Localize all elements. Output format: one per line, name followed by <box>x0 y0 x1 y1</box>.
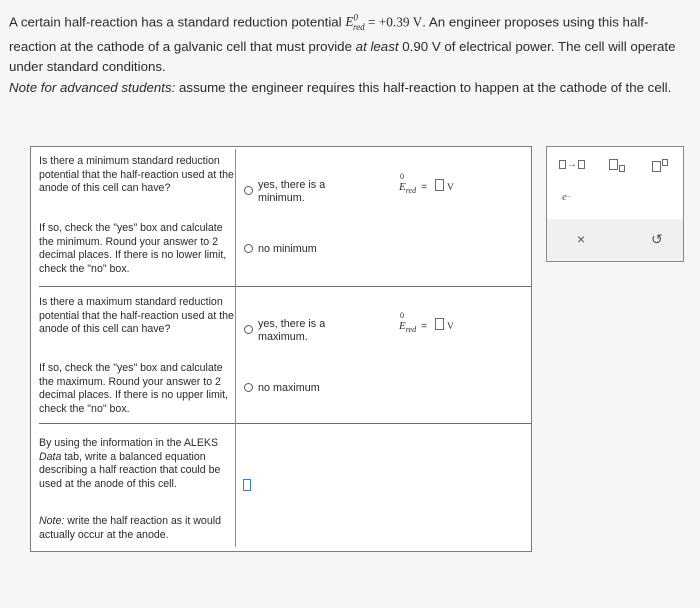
equation-answer-box[interactable] <box>243 479 251 491</box>
note-text: assume the engineer requires this half-reaction to happen at the cathode of the cell. <box>175 80 672 95</box>
minimum-no-radio[interactable] <box>244 244 253 253</box>
equation-row <box>39 423 531 547</box>
minimum-instructions: If so, check the "yes" box and calculate the minimum. Round your answer to 2 decimal places. If there is no lower limit, check the "no" box. <box>39 222 227 275</box>
minimum-question: Is there a minimum standard reduction potential that the half-reaction used at the anode of this cell can have? <box>39 155 234 194</box>
maximum-yes-option[interactable] <box>244 318 342 344</box>
tools-panel <box>546 146 684 262</box>
minimum-no-label: no minimum <box>258 243 317 255</box>
subscript-button[interactable] <box>609 157 625 172</box>
note-lead: Note for advanced students: <box>9 80 176 95</box>
reaction-arrow-button[interactable] <box>559 159 585 170</box>
advanced-note <box>9 78 691 98</box>
close-icon[interactable]: × <box>577 231 586 247</box>
minimum-yes-label: yes, there is a minimum. <box>258 179 326 204</box>
problem-statement <box>9 8 691 77</box>
maximum-no-option[interactable] <box>244 382 320 395</box>
maximum-value-box[interactable] <box>435 318 444 330</box>
minimum-yes-radio[interactable] <box>244 186 253 195</box>
maximum-ered-input: E 0 $_{red}$ = V <box>399 311 454 334</box>
maximum-question: Is there a maximum standard reduction potential that the half-reaction used at the anode of this cell can have? <box>39 296 234 335</box>
superscript-button[interactable] <box>652 157 668 172</box>
maximum-no-label: no maximum <box>258 382 320 394</box>
e-red-value: = +0.39 V <box>364 14 423 30</box>
at-least-text: at least <box>355 39 399 55</box>
undo-icon[interactable]: ↺ <box>651 231 663 247</box>
minimum-ered-input: E 0 $_{red}$ = V <box>399 172 454 195</box>
minimum-value-box[interactable] <box>435 179 444 191</box>
maximum-no-radio[interactable] <box>244 383 253 392</box>
maximum-yes-label: yes, there is a maximum. <box>258 318 326 343</box>
minimum-row <box>39 149 531 287</box>
electron-button[interactable]: e − <box>562 191 572 203</box>
maximum-instructions: If so, check the "yes" box and calculate the maximum. Round your answer to 2 decimal places. If there is no upper limit, check the "no" box. <box>39 362 229 415</box>
e-red-symbol: $E^0_{red}$ <box>345 13 365 33</box>
answer-table <box>30 146 532 552</box>
intro-part1: A certain half-reaction has a standard reduction potential <box>9 14 346 30</box>
maximum-row <box>39 286 531 424</box>
equation-note: Note: write the half reaction as it would actually occur at the anode. <box>39 515 221 541</box>
intro-part2: . An engineer proposes using this half-reaction at the cathode of a galvanic cell that must provide <box>9 14 649 55</box>
minimum-no-option[interactable] <box>244 243 317 256</box>
intro-part3: 0.90 V of electrical power. The cell will operate under standard conditions. <box>9 39 676 75</box>
maximum-yes-radio[interactable] <box>244 325 253 334</box>
minimum-yes-option[interactable] <box>244 179 342 205</box>
equation-question: By using the information in the ALEKS Data tab, write a balanced equation describing a half reaction that could be used at the anode of this cell. <box>39 437 221 490</box>
arrow-icon: → <box>567 159 577 170</box>
electron-icon: e <box>562 191 567 203</box>
